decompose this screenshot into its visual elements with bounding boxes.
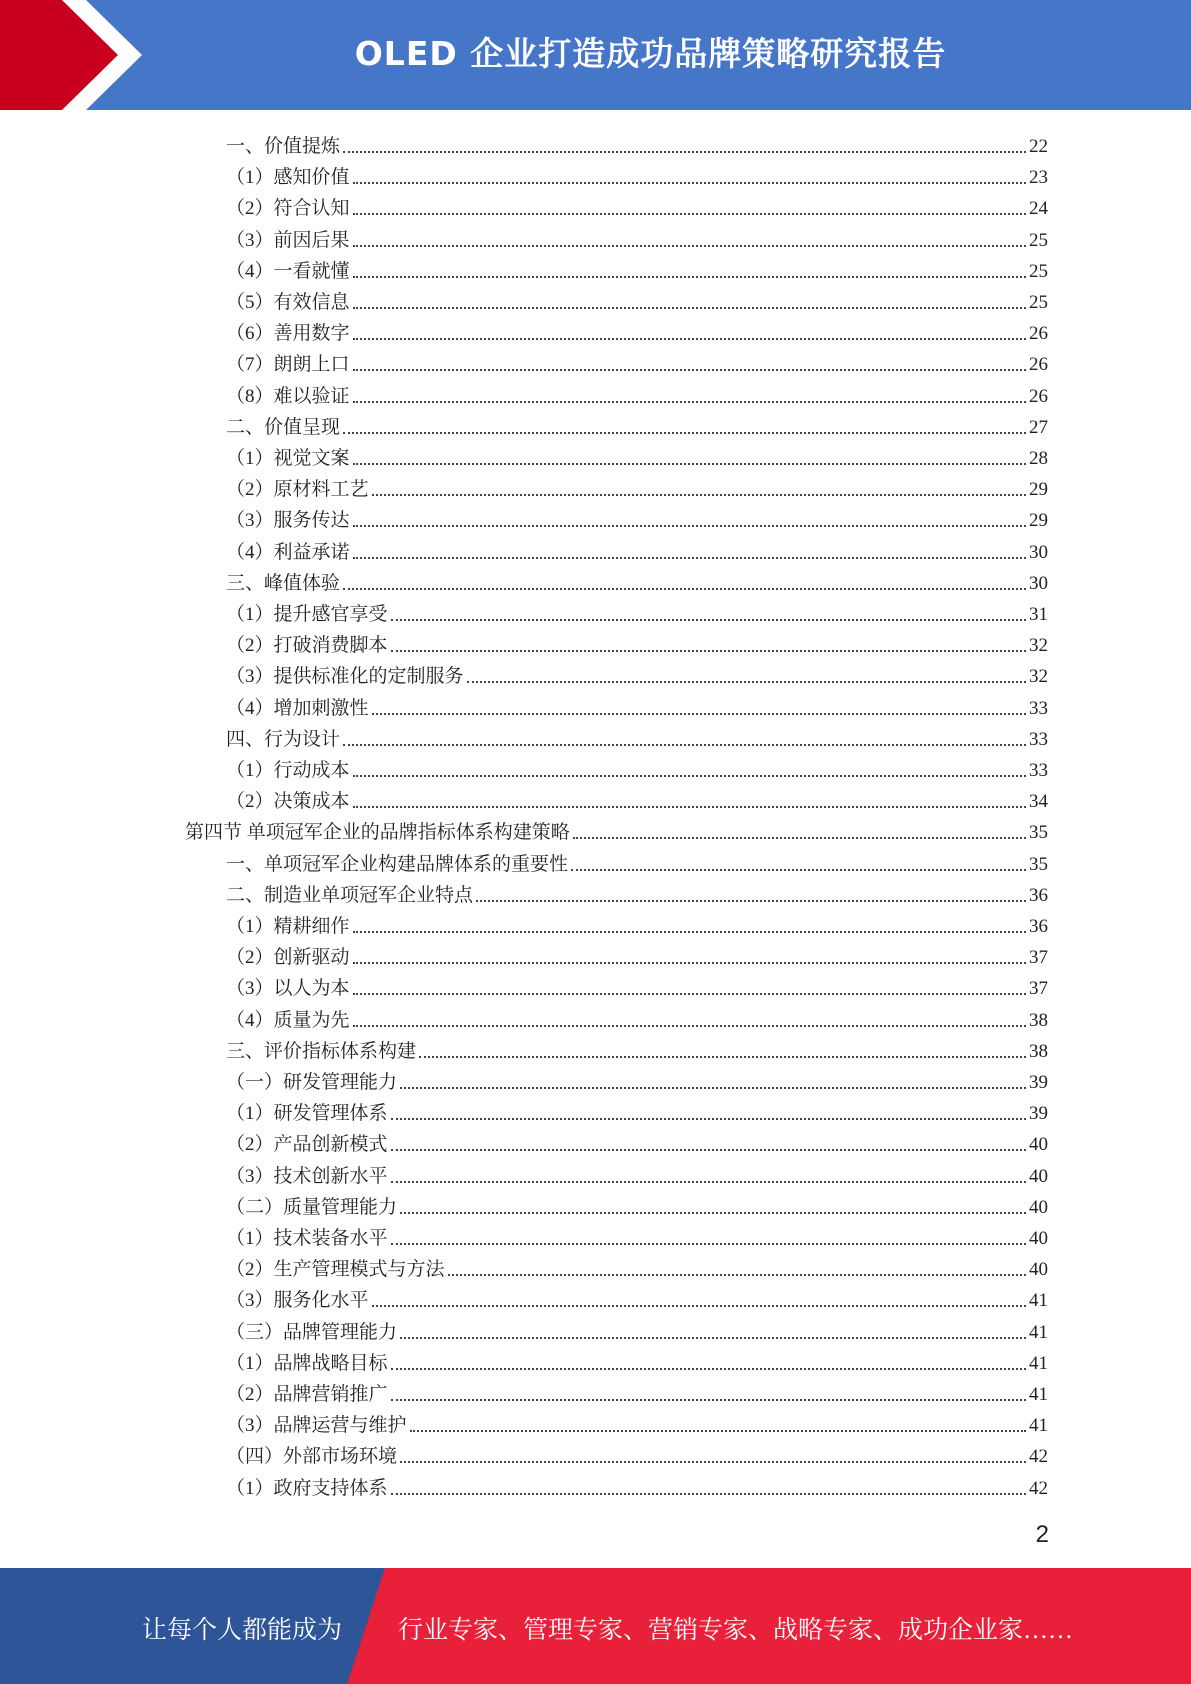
- toc-entry[interactable]: [226, 938, 1048, 969]
- toc-entry-label: （3）服务传达: [226, 510, 350, 532]
- toc-entry[interactable]: [226, 1313, 1048, 1344]
- toc-entry-page: 38: [1029, 1009, 1048, 1031]
- toc-entry-page: 40: [1029, 1134, 1048, 1156]
- toc-entry[interactable]: [226, 439, 1048, 470]
- toc-entry-page: 26: [1029, 323, 1048, 345]
- toc-entry-label: （4）利益承诺: [226, 541, 350, 563]
- toc-entry[interactable]: [226, 626, 1048, 657]
- toc-entry-label: （1）提升感官享受: [226, 604, 388, 625]
- toc-entry-label: （一）研发管理能力: [226, 1072, 398, 1093]
- toc-entry[interactable]: [226, 1157, 1048, 1188]
- toc-entry-page: 41: [1029, 1384, 1048, 1405]
- toc-entry-label: （三）品牌管理能力: [226, 1321, 398, 1343]
- toc-dot-leader: [343, 744, 1026, 746]
- toc-entry[interactable]: [226, 1437, 1048, 1468]
- toc-entry[interactable]: [226, 689, 1048, 720]
- toc-entry[interactable]: [226, 969, 1048, 1000]
- page-number: 2: [1035, 1521, 1049, 1548]
- toc-dot-leader: [353, 993, 1026, 995]
- toc-entry[interactable]: [226, 470, 1048, 501]
- toc-entry-label: （1）品牌战略目标: [226, 1352, 388, 1374]
- toc-dot-leader: [410, 1430, 1026, 1432]
- toc-entry-label: （5）有效信息: [226, 292, 350, 313]
- toc-entry-page: 40: [1029, 1228, 1048, 1249]
- toc-entry[interactable]: [226, 533, 1048, 564]
- toc-entry-label: （2）产品创新模式: [226, 1134, 388, 1156]
- toc-entry-page: 40: [1029, 1165, 1048, 1187]
- toc-dot-leader: [343, 432, 1026, 434]
- toc-entry-label: （2）决策成本: [226, 791, 350, 813]
- header-arrow-decoration: [0, 0, 160, 110]
- toc-entry-label: （1）技术装备水平: [226, 1228, 388, 1249]
- toc-entry[interactable]: [226, 1250, 1048, 1281]
- toc-dot-leader: [476, 900, 1026, 902]
- toc-entry-label: （1）政府支持体系: [226, 1477, 388, 1499]
- toc-entry-page: 40: [1029, 1259, 1048, 1281]
- toc-entry[interactable]: [226, 1469, 1048, 1500]
- toc-entry-label: （2）符合认知: [226, 198, 350, 220]
- toc-entry-label: 二、价值呈现: [226, 416, 341, 438]
- toc-dot-leader: [353, 307, 1026, 309]
- toc-entry[interactable]: [226, 377, 1048, 408]
- toc-dot-leader: [353, 245, 1026, 247]
- toc-entry[interactable]: [226, 1063, 1048, 1094]
- toc-entry-page: 41: [1029, 1352, 1048, 1374]
- toc-entry[interactable]: [226, 564, 1048, 595]
- toc-entry-page: 32: [1029, 635, 1048, 657]
- toc-entry-label: （1）感知价值: [226, 167, 350, 189]
- toc-entry[interactable]: [226, 501, 1048, 532]
- toc-entry-page: 32: [1029, 666, 1048, 688]
- toc-entry-page: 27: [1029, 416, 1048, 438]
- toc-entry[interactable]: [226, 283, 1048, 314]
- toc-entry-label: （3）技术创新水平: [226, 1165, 388, 1187]
- toc-entry[interactable]: [226, 1001, 1048, 1032]
- toc-dot-leader: [343, 588, 1026, 590]
- toc-entry[interactable]: [226, 595, 1048, 626]
- toc-entry-page: 24: [1029, 198, 1048, 220]
- toc-entry-page: 39: [1029, 1103, 1048, 1125]
- toc-dot-leader: [353, 806, 1026, 808]
- toc-entry-label: 三、峰值体验: [226, 572, 341, 594]
- toc-entry-page: 40: [1029, 1196, 1048, 1218]
- toc-entry[interactable]: [226, 345, 1048, 376]
- toc-dot-leader: [391, 1243, 1026, 1245]
- toc-entry-label: （1）视觉文案: [226, 448, 350, 469]
- toc-dot-leader: [571, 869, 1026, 871]
- toc-entry-label: （2）生产管理模式与方法: [226, 1259, 445, 1281]
- toc-dot-leader: [353, 369, 1026, 371]
- page-header: [0, 0, 1191, 110]
- toc-entry[interactable]: [226, 845, 1048, 876]
- toc-dot-leader: [391, 619, 1026, 621]
- toc-entry-page: 28: [1029, 448, 1048, 469]
- toc-dot-leader: [391, 1368, 1026, 1370]
- toc-entry-page: 25: [1029, 229, 1048, 251]
- toc-entry-page: 26: [1029, 354, 1048, 376]
- toc-entry-label: 三、评价指标体系构建: [226, 1040, 417, 1062]
- toc-entry-label: 一、单项冠军企业构建品牌体系的重要性: [226, 853, 569, 875]
- toc-dot-leader: [573, 837, 1026, 839]
- toc-dot-leader: [353, 1025, 1026, 1027]
- toc-entry-label: （3）品牌运营与维护: [226, 1415, 407, 1437]
- toc-entry-page: 35: [1029, 822, 1048, 844]
- toc-entry[interactable]: [226, 408, 1048, 439]
- toc-dot-leader: [467, 681, 1026, 683]
- toc-entry-label: （4）质量为先: [226, 1009, 350, 1031]
- toc-entry-page: 34: [1029, 791, 1048, 813]
- toc-entry[interactable]: [226, 127, 1048, 158]
- toc-entry[interactable]: [226, 876, 1048, 907]
- toc-entry[interactable]: [226, 1125, 1048, 1156]
- toc-entry-page: 25: [1029, 260, 1048, 282]
- toc-dot-leader: [372, 494, 1026, 496]
- toc-dot-leader: [391, 1149, 1026, 1151]
- toc-dot-leader: [353, 463, 1026, 465]
- toc-entry-label: （3）提供标准化的定制服务: [226, 666, 464, 688]
- toc-entry-page: 41: [1029, 1290, 1048, 1312]
- toc-entry-page: 23: [1029, 167, 1048, 189]
- toc-entry-label: 一、价值提炼: [226, 136, 341, 157]
- toc-entry[interactable]: [226, 1219, 1048, 1250]
- toc-entry[interactable]: [226, 1406, 1048, 1437]
- toc-entry-label: （1）研发管理体系: [226, 1103, 388, 1125]
- toc-dot-leader: [391, 1181, 1026, 1183]
- toc-entry-label: （3）前因后果: [226, 229, 350, 251]
- toc-entry-label: 第四节 单项冠军企业的品牌指标体系构建策略: [185, 822, 570, 844]
- toc-entry-page: 39: [1029, 1072, 1048, 1093]
- toc-dot-leader: [353, 962, 1026, 964]
- toc-entry[interactable]: [226, 158, 1048, 189]
- toc-entry[interactable]: [226, 221, 1048, 252]
- toc-entry[interactable]: [226, 314, 1048, 345]
- toc-entry-label: （4）一看就懂: [226, 260, 350, 282]
- toc-dot-leader: [353, 276, 1026, 278]
- toc-dot-leader: [353, 525, 1026, 527]
- toc-entry[interactable]: [226, 1375, 1048, 1406]
- toc-dot-leader: [391, 1399, 1026, 1401]
- toc-entry-page: 25: [1029, 292, 1048, 313]
- toc-entry-label: 四、行为设计: [226, 728, 341, 750]
- toc-entry-page: 22: [1029, 136, 1048, 157]
- toc-entry-label: （7）朗朗上口: [226, 354, 350, 376]
- toc-entry-page: 35: [1029, 853, 1048, 875]
- toc-entry-label: 二、制造业单项冠军企业特点: [226, 884, 474, 906]
- toc-dot-leader: [353, 338, 1026, 340]
- toc-entry[interactable]: [226, 1094, 1048, 1125]
- toc-entry-label: （3）以人为本: [226, 978, 350, 1000]
- toc-dot-leader: [391, 650, 1026, 652]
- toc-entry-label: （2）创新驱动: [226, 947, 350, 969]
- toc-entry-label: （2）原材料工艺: [226, 479, 369, 501]
- toc-dot-leader: [353, 182, 1026, 184]
- toc-dot-leader: [353, 931, 1026, 933]
- toc-entry-label: （1）行动成本: [226, 760, 350, 781]
- toc-entry-page: 33: [1029, 728, 1048, 750]
- toc-entry-page: 42: [1029, 1477, 1048, 1499]
- toc-entry-page: 26: [1029, 385, 1048, 407]
- toc-entry-label: （四）外部市场环境: [226, 1446, 398, 1468]
- toc-entry-page: 33: [1029, 697, 1048, 719]
- toc-dot-leader: [448, 1274, 1026, 1276]
- toc-entry[interactable]: [226, 1281, 1048, 1312]
- toc-entry-page: 30: [1029, 572, 1048, 594]
- toc-dot-leader: [400, 1087, 1026, 1089]
- toc-dot-leader: [400, 1461, 1026, 1463]
- toc-dot-leader: [372, 1305, 1026, 1307]
- toc-entry-page: 41: [1029, 1415, 1048, 1437]
- toc-dot-leader: [400, 1337, 1026, 1339]
- report-title: OLED 企业打造成功品牌策略研究报告: [354, 34, 947, 73]
- toc-entry-page: 38: [1029, 1040, 1048, 1062]
- toc-entry[interactable]: [226, 189, 1048, 220]
- toc-entry-page: 30: [1029, 541, 1048, 563]
- footer-slogan-left: 让每个人都能成为: [142, 1617, 343, 1644]
- toc-dot-leader: [353, 557, 1026, 559]
- toc-entry[interactable]: [226, 782, 1048, 813]
- toc-entry-page: 29: [1029, 510, 1048, 532]
- toc-entry[interactable]: [226, 1188, 1048, 1219]
- toc-dot-leader: [343, 151, 1026, 153]
- toc-entry-label: （1）精耕细作: [226, 916, 350, 937]
- toc-entry-label: （8）难以验证: [226, 385, 350, 407]
- toc-dot-leader: [391, 1118, 1026, 1120]
- toc-entry[interactable]: [226, 252, 1048, 283]
- toc-entry-page: 37: [1029, 947, 1048, 969]
- toc-entry-label: （2）打破消费脚本: [226, 635, 388, 657]
- toc-dot-leader: [353, 401, 1026, 403]
- toc-dot-leader: [353, 775, 1026, 777]
- toc-entry-page: 42: [1029, 1446, 1048, 1468]
- toc-dot-leader: [372, 713, 1026, 715]
- toc-entry[interactable]: [226, 907, 1048, 938]
- toc-entry-page: 36: [1029, 884, 1048, 906]
- toc-dot-leader: [391, 1493, 1026, 1495]
- toc-entry[interactable]: [226, 657, 1048, 688]
- toc-entry-label: （二）质量管理能力: [226, 1196, 398, 1218]
- toc-entry-page: 41: [1029, 1321, 1048, 1343]
- toc-dot-leader: [400, 1212, 1026, 1214]
- toc-entry[interactable]: [226, 751, 1048, 782]
- toc-entry-page: 37: [1029, 978, 1048, 1000]
- toc-dot-leader: [419, 1056, 1026, 1058]
- toc-entry-label: （6）善用数字: [226, 323, 350, 345]
- toc-entry[interactable]: [226, 1344, 1048, 1375]
- toc-entry-page: 29: [1029, 479, 1048, 501]
- toc-entry[interactable]: [185, 813, 1048, 844]
- toc-entry-label: （2）品牌营销推广: [226, 1384, 388, 1405]
- toc-dot-leader: [353, 213, 1026, 215]
- toc-entry[interactable]: [226, 1032, 1048, 1063]
- toc-entry-page: 31: [1029, 604, 1048, 625]
- footer-slogan-right: 行业专家、管理专家、营销专家、战略专家、成功企业家……: [398, 1617, 1074, 1644]
- toc-entry-page: 33: [1029, 760, 1048, 781]
- toc-entry[interactable]: [226, 720, 1048, 751]
- toc-entry-label: （3）服务化水平: [226, 1290, 369, 1312]
- toc-entry-page: 36: [1029, 916, 1048, 937]
- toc-entry-label: （4）增加刺激性: [226, 697, 369, 719]
